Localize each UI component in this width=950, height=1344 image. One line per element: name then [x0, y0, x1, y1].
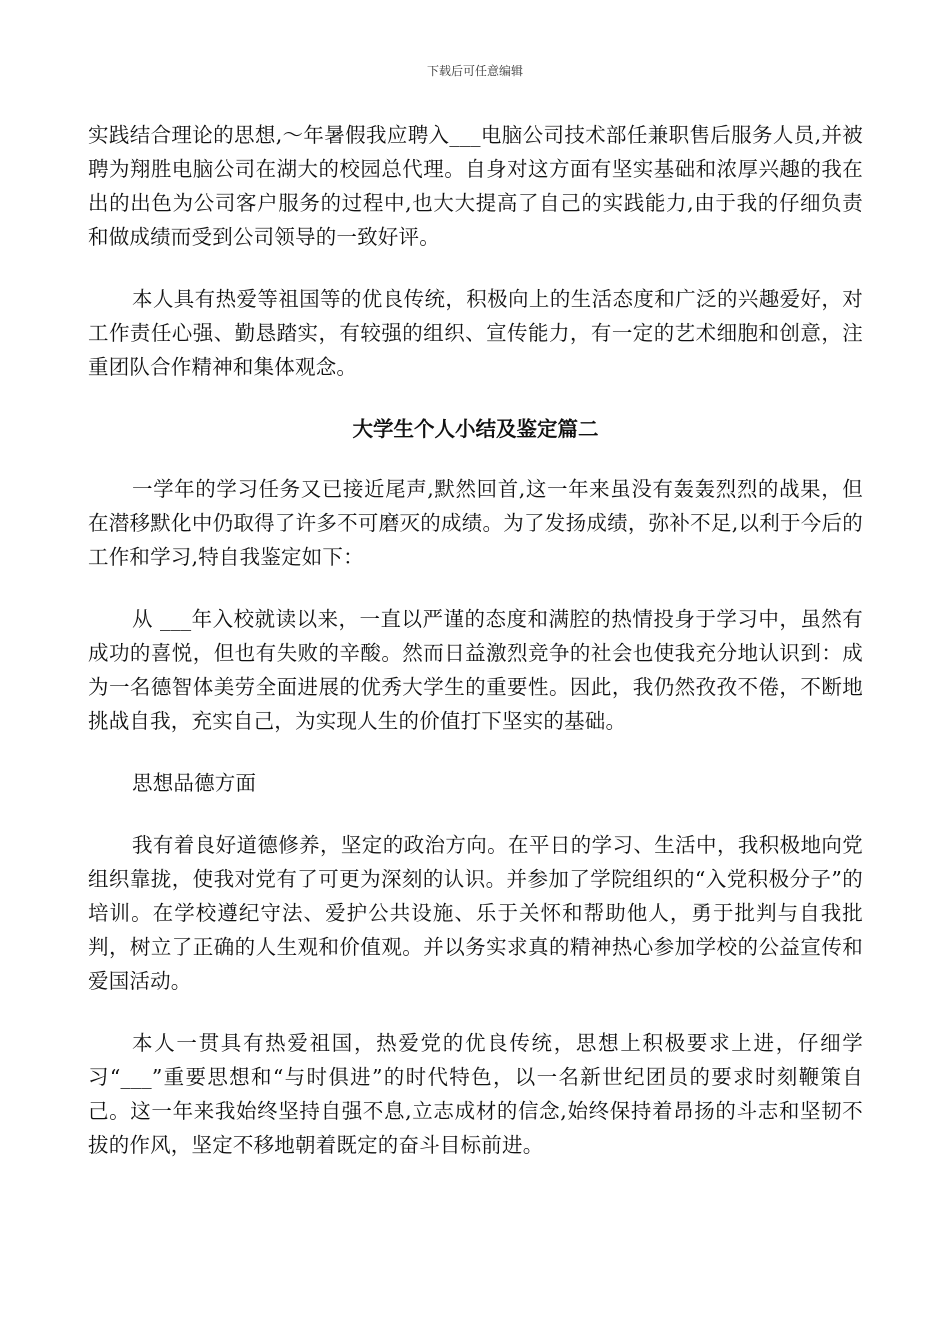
paragraph-patriotism: 本人一贯具有热爱祖国，热爱党的优良传统，思想上积极要求上进，仔细学习“___”重要思想和“与时俱进”的时代特色，以一名新世纪团员的要求时刻鞭策自己。这一年来我始终坚持自强不息,立志成材的信念,始终保持着昂扬的斗志和坚韧不拔的作风，坚定不移地朝着既定的奋斗目标前进。	[88, 1031, 863, 1157]
paragraph-practice: 实践结合理论的思想,～年暑假我应聘入___电脑公司技术部任兼职售后服务人员,并被聘为翔胜电脑公司在湖大的校园总代理。自身对这方面有坚实基础和浓厚兴趣的我在出的出色为公司客户服务的过程中,也大大提高了自己的实践能力,由于我的仔细负责和做成绩而受到公司领导的一致好评。	[88, 123, 863, 249]
document-body	[88, 118, 863, 1190]
paragraph-intro: 一学年的学习任务又已接近尾声,默然回首,这一年来虽没有轰轰烈烈的战果，但在潜移默化中仍取得了许多不可磨灭的成绩。为了发扬成绩，弥补不足,以利于今后的工作和学习,特自我鉴定如下：	[88, 477, 863, 569]
paragraph-traits: 本人具有热爱等祖国等的优良传统，积极向上的生活态度和广泛的兴趣爱好，对工作责任心强、勤恳踏实，有较强的组织、宣传能力，有一定的艺术细胞和创意，注重团队合作精神和集体观念。	[88, 287, 863, 379]
section-title: 大学生个人小结及鉴定篇二	[352, 417, 599, 441]
paragraph-since-enrollment: 从 ___年入校就读以来，一直以严谨的态度和满腔的热情投身于学习中，虽然有成功的喜悦，但也有失败的辛酸。然而日益激烈竞争的社会也使我充分地认识到：成为一名德智体美劳全面进展的优秀大学生的重要性。因此，我仍然孜孜不倦，不断地挑战自我，充实自己，为实现人生的价值打下坚实的基础。	[88, 607, 863, 733]
subheading-moral: 思想品德方面	[132, 771, 257, 795]
paragraph-moral: 我有着良好道德修养，坚定的政治方向。在平日的学习、生活中，我积极地向党组织靠拢，使我对党有了可更为深刻的认识。并参加了学院组织的“入党积极分子”的培训。在学校遵纪守法、爱护公共设施、乐于关怀和帮助他人，勇于批判与自我批判，树立了正确的人生观和价值观。并以务实求真的精神热心参加学校的公益宣传和爱国活动。	[88, 833, 863, 993]
page-header: 下载后可任意编辑	[426, 64, 523, 78]
